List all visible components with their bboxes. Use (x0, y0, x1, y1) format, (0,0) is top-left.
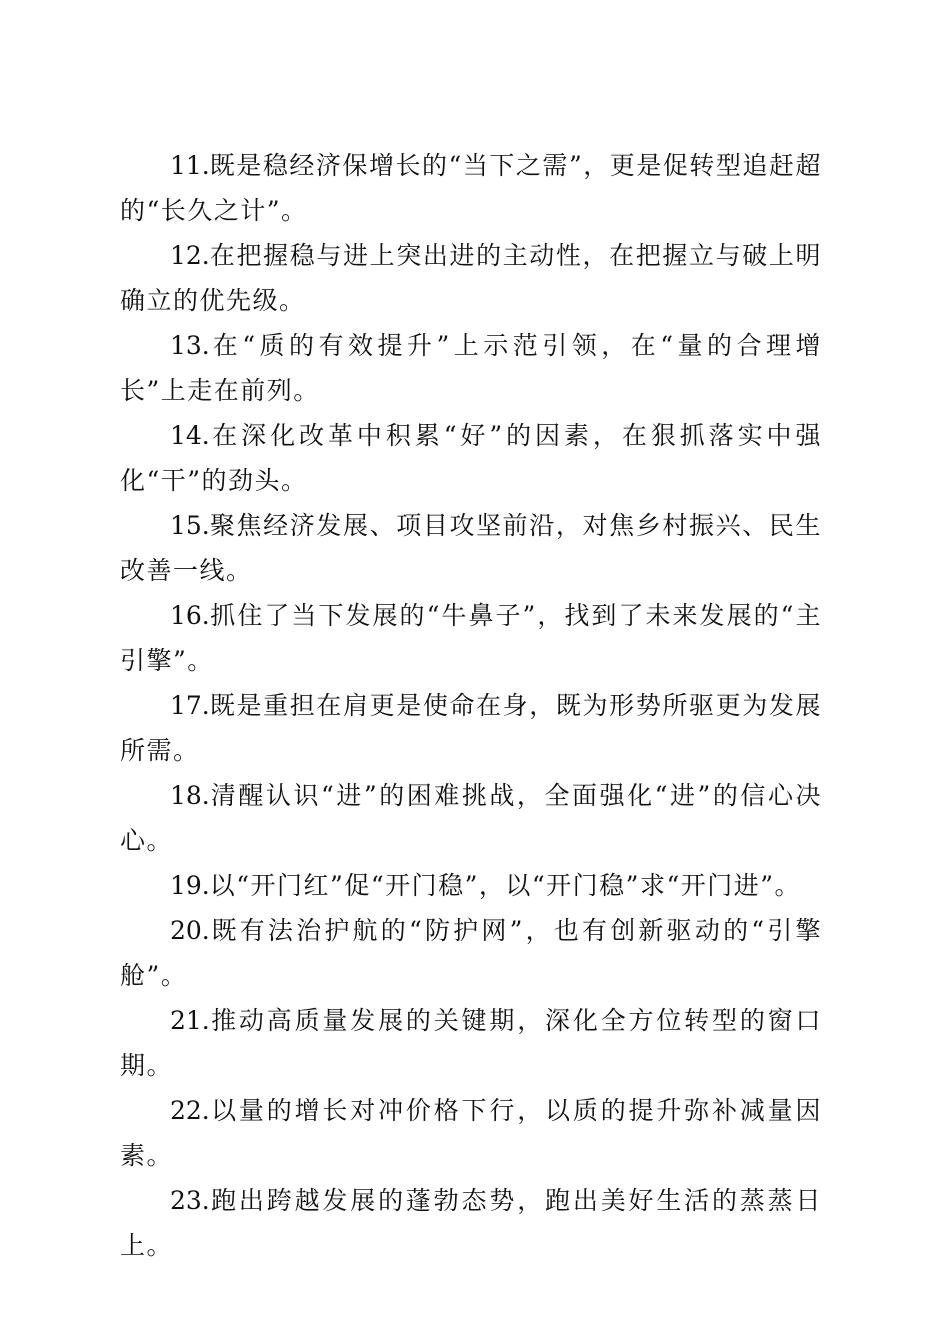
paragraph-20 (120, 908, 822, 998)
item-text: 以“开门红”促“开门稳”，以“开门稳”求“开门进”。 (209, 871, 802, 900)
item-text: 清醒认识“进”的困难挑战，全面强化“进”的信心决心。 (120, 781, 822, 855)
paragraph-23 (120, 1178, 822, 1268)
item-number: 16. (170, 601, 210, 630)
document-body (120, 143, 822, 1268)
paragraph-15 (120, 503, 822, 593)
paragraph-19 (120, 863, 822, 908)
item-text: 推动高质量发展的关键期，深化全方位转型的窗口期。 (120, 1006, 822, 1080)
paragraph-16 (120, 593, 822, 683)
item-number: 14. (170, 421, 210, 450)
item-number: 13. (170, 331, 210, 360)
paragraph-12 (120, 233, 822, 323)
item-text: 既有法治护航的“防护网”，也有创新驱动的“引擎舱”。 (120, 916, 822, 990)
item-number: 11. (170, 151, 210, 180)
paragraph-17 (120, 683, 822, 773)
item-number: 18. (170, 781, 210, 810)
item-text: 在“质的有效提升”上示范引领，在“量的合理增长”上走在前列。 (120, 331, 822, 405)
item-text: 在把握稳与进上突出进的主动性，在把握立与破上明确立的优先级。 (120, 241, 822, 315)
paragraph-22 (120, 1088, 822, 1178)
item-text: 跑出跨越发展的蓬勃态势，跑出美好生活的蒸蒸日上。 (120, 1186, 822, 1260)
item-number: 21. (170, 1006, 210, 1035)
paragraph-11 (120, 143, 822, 233)
item-number: 12. (170, 241, 210, 270)
item-text: 既是稳经济保增长的“当下之需”，更是促转型追赶超的“长久之计”。 (120, 151, 822, 225)
item-number: 22. (170, 1096, 210, 1125)
item-text: 抓住了当下发展的“牛鼻子”，找到了未来发展的“主引擎”。 (120, 601, 822, 675)
item-number: 17. (170, 691, 210, 720)
item-number: 20. (170, 916, 210, 945)
item-text: 既是重担在肩更是使命在身，既为形势所驱更为发展所需。 (120, 691, 822, 765)
item-number: 15. (170, 511, 210, 540)
paragraph-18 (120, 773, 822, 863)
paragraph-21 (120, 998, 822, 1088)
item-number: 23. (170, 1186, 210, 1215)
item-number: 19. (170, 871, 210, 900)
item-text: 以量的增长对冲价格下行，以质的提升弥补减量因素。 (120, 1096, 822, 1170)
item-text: 在深化改革中积累“好”的因素，在狠抓落实中强化“干”的劲头。 (120, 421, 822, 495)
paragraph-13 (120, 323, 822, 413)
paragraph-14 (120, 413, 822, 503)
item-text: 聚焦经济发展、项目攻坚前沿，对焦乡村振兴、民生改善一线。 (120, 511, 822, 585)
